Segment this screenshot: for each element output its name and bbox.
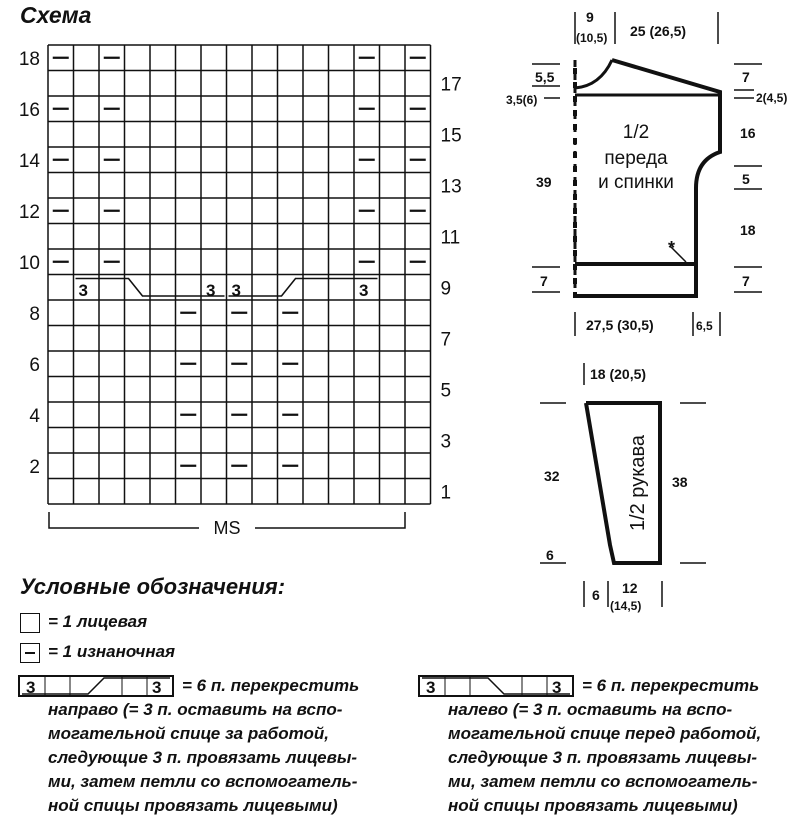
body-label-1: 1/2 (622, 122, 650, 143)
legend-title: Условные обозначения: (20, 574, 286, 599)
repeat-bracket-right (255, 512, 405, 528)
dim-rib-right: 7 (742, 273, 750, 289)
sleeve-dim-left: 32 (544, 468, 560, 484)
row-label-right: 3 (440, 431, 452, 453)
dim-neck-alt: (10,5) (576, 31, 608, 45)
sleeve-dim-bottom-a: 6 (592, 587, 600, 603)
sleeve-schematic (500, 355, 800, 625)
body-schematic (500, 0, 800, 345)
row-label-left: 12 (18, 201, 40, 223)
legend-cable-left-4: следующие 3 п. провязать лицевы- (448, 748, 758, 767)
row-labels (19, 49, 462, 504)
cable-left-num-a: 3 (426, 678, 436, 697)
row-label-left: 10 (18, 252, 40, 274)
dim-rib-left: 7 (540, 273, 548, 289)
cable-right-num-a: 3 (26, 678, 36, 697)
row-label-right: 11 (440, 227, 461, 249)
legend-purl: = 1 изнаночная (48, 642, 176, 661)
neckline (575, 60, 612, 88)
dim-neck: 9 (586, 9, 594, 25)
row-label-left: 4 (29, 405, 40, 427)
row-label-left: 14 (18, 150, 40, 172)
legend-cable-left-3: могательной спице перед работой, (448, 724, 762, 743)
row-label-right: 15 (440, 125, 462, 147)
row-label-left: 2 (29, 456, 40, 478)
cable-label: 3 (206, 281, 216, 300)
legend-cable-right-5: ми, затем петли со вспомогатель- (48, 772, 358, 791)
dim-side: 18 (740, 222, 756, 238)
row-label-right: 13 (440, 176, 462, 198)
legend-cable-right-6: ной спицы провязать лицевыми) (48, 796, 338, 815)
chart-title: Схема (20, 2, 92, 28)
dim-armhole-shape: 5 (742, 171, 750, 187)
sleeve-dim-top: 18 (20,5) (590, 366, 647, 382)
dim-height: 39 (536, 174, 552, 190)
dim-neck-depth: 5,5 (535, 69, 555, 85)
cable-label: 3 (231, 281, 241, 300)
repeat-label: MS (213, 518, 241, 538)
legend-cable-left-1: = 6 п. перекрестить (582, 676, 760, 695)
sleeve-label: 1/2 рукава (627, 434, 649, 532)
body-label-3: и спинки (598, 172, 674, 193)
cable-left-symbol (418, 674, 576, 698)
star-mark: * (668, 238, 676, 258)
sleeve-dim-cuff: 6 (546, 547, 554, 563)
row-label-right: 5 (440, 380, 452, 402)
legend-cable-right-4: следующие 3 п. провязать лицевы- (48, 748, 358, 767)
body-label-2: переда (604, 148, 668, 169)
sleeve-dim-right: 38 (672, 474, 688, 490)
row-label-right: 9 (440, 278, 452, 300)
dim-armhole: 16 (740, 125, 756, 141)
repeat-bracket (49, 512, 405, 538)
cable-label: 3 (359, 281, 369, 300)
dim-width: 27,5 (30,5) (586, 317, 654, 333)
row-label-left: 6 (29, 354, 40, 376)
cable-right-symbol (18, 674, 176, 698)
dim-width-b: 6,5 (696, 319, 713, 333)
legend-cable-left-6: ной спицы провязать лицевыми) (448, 796, 738, 815)
row-label-right: 17 (440, 74, 462, 96)
chart-grid (48, 45, 431, 504)
cable-label: 3 (78, 281, 88, 300)
legend-cable-right-3: могательной спице за работой, (48, 724, 329, 743)
legend-cable-left-2: налево (= 3 п. оставить на вспо- (448, 700, 733, 719)
dim-neck-back: 3,5(6) (506, 93, 538, 107)
legend-cable-left-5: ми, затем петли со вспомогатель- (448, 772, 758, 791)
dim-shoulder: 25 (26,5) (630, 23, 687, 39)
legend-knit: = 1 лицевая (48, 612, 148, 631)
legend-cable-right-2: направо (= 3 п. оставить на вспо- (48, 700, 343, 719)
knitting-chart (0, 0, 470, 540)
row-label-left: 18 (18, 48, 40, 70)
purl-symbol (20, 643, 40, 663)
cable-right-num-b: 3 (152, 678, 162, 697)
knit-symbol (20, 613, 40, 633)
row-label-left: 8 (29, 303, 40, 325)
dim-shoulder-slope: 7 (742, 69, 750, 85)
row-label-right: 7 (440, 329, 452, 351)
dim-shoulder-slope-b: 2(4,5) (756, 91, 788, 105)
row-label-right: 1 (440, 482, 452, 504)
row-label-left: 16 (18, 99, 40, 121)
sleeve-dim-bottom-b-alt: (14,5) (610, 599, 642, 613)
repeat-bracket-left (49, 512, 199, 528)
legend-cable-right-1: = 6 п. перекрестить (182, 676, 360, 695)
cable-left-num-b: 3 (552, 678, 562, 697)
sleeve-dim-bottom-b: 12 (622, 580, 638, 596)
chart-symbols (53, 58, 426, 466)
